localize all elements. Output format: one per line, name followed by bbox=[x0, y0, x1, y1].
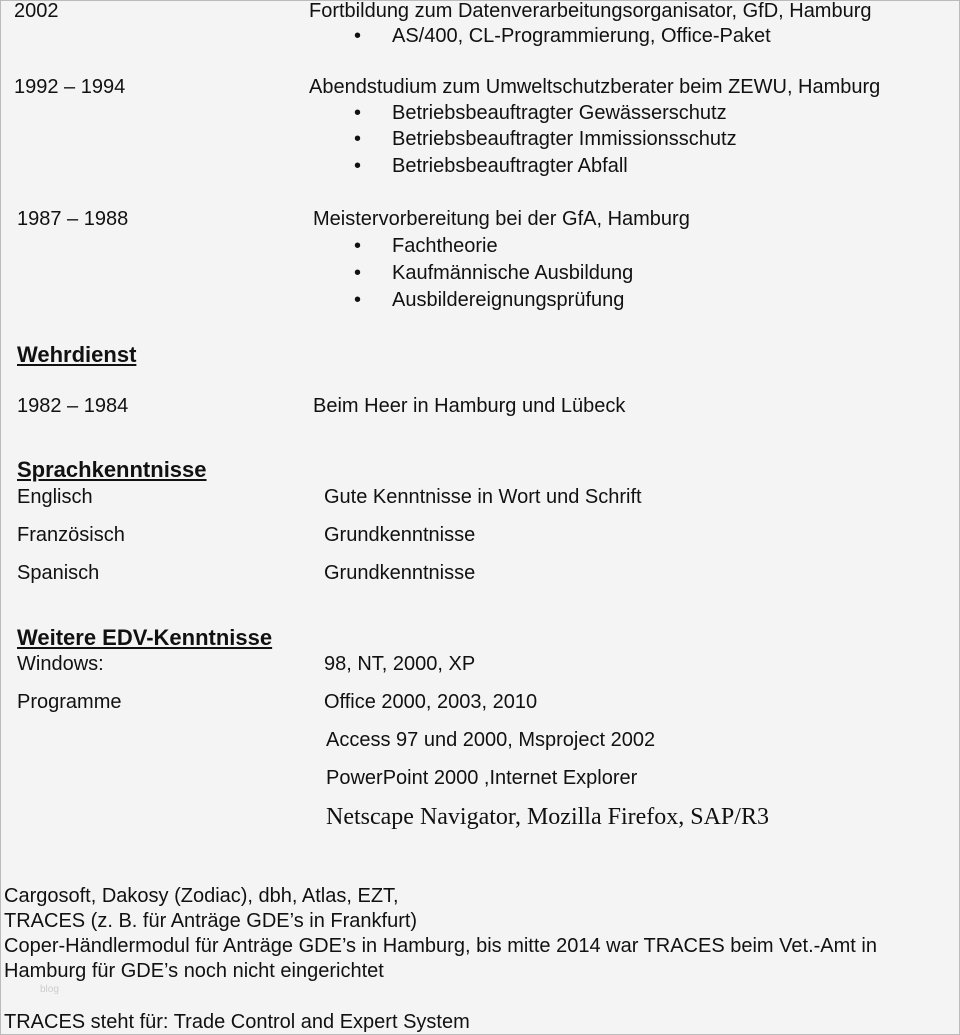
edu-title: Meistervorbereitung bei der GfA, Hamburg bbox=[313, 208, 690, 230]
windows-value: 98, NT, 2000, XP bbox=[324, 653, 476, 675]
edu-title: Abendstudium zum Umweltschutzberater beim ZEWU, Hamburg bbox=[309, 76, 881, 98]
watermark: blog bbox=[40, 984, 59, 995]
bullet-text: Fachtheorie bbox=[392, 235, 498, 257]
bullet-text: Betriebsbeauftragter Gewässerschutz bbox=[392, 102, 727, 124]
bullet-icon: • bbox=[354, 25, 362, 47]
programme-item: Netscape Navigator, Mozilla Firefox, SAP/R3 bbox=[326, 804, 769, 830]
section-heading-sprachen: Sprachkenntnisse bbox=[17, 457, 207, 482]
footer-line: TRACES (z. B. für Anträge GDE’s in Frankfurt) bbox=[4, 910, 418, 932]
edu-bullet bbox=[354, 128, 737, 150]
bullet-icon: • bbox=[354, 102, 362, 124]
bullet-text: Ausbildereignungsprüfung bbox=[392, 289, 625, 311]
footer-line: Coper-Händlermodul für Anträge GDE’s in Hamburg, bis mitte 2014 war TRACES beim Vet.-Amt in bbox=[4, 935, 877, 957]
programme-label: Programme bbox=[17, 691, 122, 713]
language-level: Gute Kenntnisse in Wort und Schrift bbox=[324, 486, 642, 508]
wehrdienst-text: Beim Heer in Hamburg und Lübeck bbox=[313, 395, 626, 417]
language-name: Englisch bbox=[17, 486, 93, 508]
section-heading-edv: Weitere EDV-Kenntnisse bbox=[17, 625, 273, 650]
windows-label: Windows: bbox=[17, 653, 104, 675]
edu-bullet bbox=[354, 102, 727, 124]
footer-line: Cargosoft, Dakosy (Zodiac), dbh, Atlas, EZT, bbox=[4, 885, 399, 907]
bullet-text: Kaufmännische Ausbildung bbox=[392, 262, 634, 284]
edu-bullet bbox=[354, 262, 634, 284]
language-name: Spanisch bbox=[17, 562, 100, 584]
language-level: Grundkenntnisse bbox=[324, 524, 476, 546]
programme-item: Access 97 und 2000, Msproject 2002 bbox=[326, 729, 656, 751]
bullet-icon: • bbox=[354, 155, 362, 177]
edu-bullet bbox=[354, 155, 628, 177]
bullet-text: AS/400, CL-Programmierung, Office-Paket bbox=[392, 25, 771, 47]
bullet-text: Betriebsbeauftragter Immissionsschutz bbox=[392, 128, 737, 150]
footer-line: Hamburg für GDE’s noch nicht eingerichtet bbox=[4, 960, 384, 982]
bullet-text: Betriebsbeauftragter Abfall bbox=[392, 155, 628, 177]
traces-note: TRACES steht für: Trade Control and Expert System bbox=[4, 1011, 470, 1033]
programme-item: Office 2000, 2003, 2010 bbox=[324, 691, 538, 713]
section-heading-wehrdienst: Wehrdienst bbox=[17, 342, 137, 367]
bullet-icon: • bbox=[354, 289, 362, 311]
edu-date: 1987 – 1988 bbox=[17, 208, 129, 230]
edu-bullet bbox=[354, 289, 625, 311]
edu-title: Fortbildung zum Datenverarbeitungsorganisator, GfD, Hamburg bbox=[309, 0, 872, 22]
wehrdienst-date: 1982 – 1984 bbox=[17, 395, 129, 417]
edu-date: 1992 – 1994 bbox=[14, 76, 126, 98]
edu-bullet bbox=[354, 25, 771, 47]
bullet-icon: • bbox=[354, 235, 362, 257]
language-level: Grundkenntnisse bbox=[324, 562, 476, 584]
edu-date: 2002 bbox=[14, 0, 59, 22]
bullet-icon: • bbox=[354, 128, 362, 150]
bullet-icon: • bbox=[354, 262, 362, 284]
edu-bullet bbox=[354, 235, 498, 257]
programme-item: PowerPoint 2000 ,Internet Explorer bbox=[326, 767, 638, 789]
language-name: Französisch bbox=[17, 524, 125, 546]
